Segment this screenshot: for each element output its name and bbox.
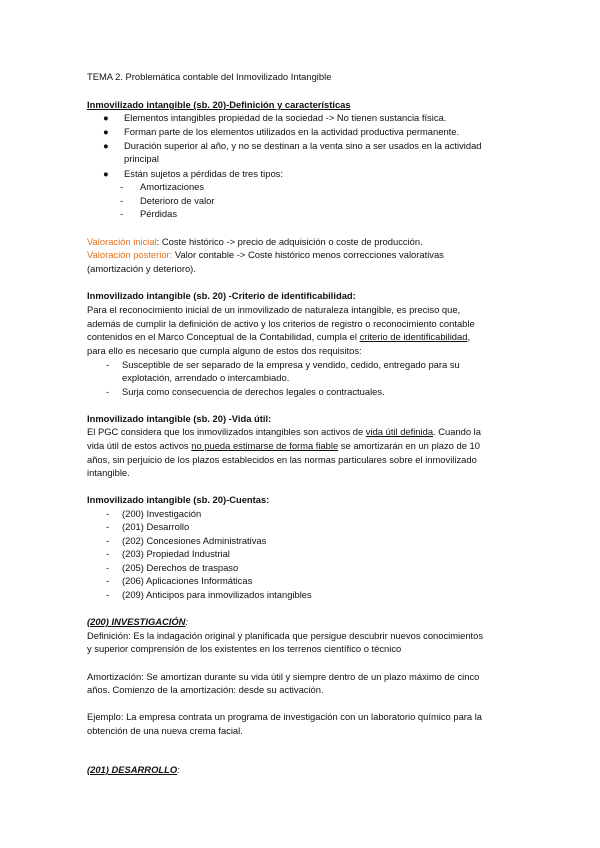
list-item: Susceptible de ser separado de la empresa y vendido, cedido, entregado para su (122, 359, 460, 370)
heading-colon: : (185, 616, 189, 627)
account-item: (201) Desarrollo (122, 521, 190, 532)
section-heading-desarrollo (87, 763, 180, 776)
sub-list-item: Amortizaciones (140, 181, 205, 192)
account-item: (205) Derechos de traspaso (122, 562, 239, 573)
account-item: (202) Concesiones Administrativas (122, 535, 267, 546)
sub-list-item: Deterioro de valor (140, 195, 215, 206)
section-heading-cuentas: Inmovilizado intangible (sb. 20)-Cuentas: (87, 494, 270, 505)
paragraph-text: se amortizarán en un plazo de 10 (338, 440, 480, 451)
dash-marker: - (106, 562, 110, 573)
paragraph-text: , (467, 331, 471, 342)
account-item: (200) Investigación (122, 508, 202, 519)
valoracion-posterior-label: Valoración posterior: (87, 249, 173, 260)
underlined-term: no pueda estimarse de forma fiable (191, 440, 339, 451)
bullet-icon: ● (103, 126, 109, 137)
valoracion-posterior-text: Valor contable -> Coste histórico menos correcciones valorativas (172, 249, 444, 260)
paragraph-line: obtención de una nueva crema facial. (87, 725, 243, 736)
paragraph-text: vida útil de estos activos (87, 440, 192, 451)
list-item-continuation: explotación, arrendado o intercambiado. (122, 372, 290, 383)
paragraph-line: Ejemplo: La empresa contrata un programa de investigación con un laboratorio químico para la (87, 711, 483, 722)
dash-marker: - (106, 535, 110, 546)
dash-marker: - (106, 548, 110, 559)
section-heading-definicion: Inmovilizado intangible (sb. 20)-Definición y características (87, 99, 351, 110)
valoracion-inicial (87, 235, 423, 248)
dash-marker: - (106, 575, 110, 586)
paragraph-line: intangible. (87, 467, 130, 478)
paragraph-line: Definición: Es la indagación original y planificada que persigue descubrir nuevos conocimientos (87, 630, 484, 641)
account-item: (209) Anticipos para inmovilizados intangibles (122, 589, 312, 600)
account-item: (203) Propiedad Industrial (122, 548, 230, 559)
bullet-icon: ● (103, 140, 109, 151)
paragraph-line: y superior comprensión de los existentes en los terrenos científico o técnico (87, 643, 402, 654)
document-title: TEMA 2. Problemática contable del Inmovilizado Intangible (87, 71, 332, 82)
list-item: Están sujetos a pérdidas de tres tipos: (124, 168, 283, 179)
bullet-icon: ● (103, 168, 109, 179)
paragraph-line (87, 330, 470, 343)
dash-marker: - (120, 195, 124, 206)
sub-list-item: Pérdidas (140, 208, 178, 219)
paragraph-line: Para el reconocimiento inicial de un inmovilizado de naturaleza intangible, es preciso que, (87, 304, 461, 315)
heading-colon: : (177, 764, 180, 775)
valoracion-posterior (87, 248, 444, 261)
paragraph-line: para ello es necesario que cumpla alguno de estos dos requisitos: (87, 345, 362, 356)
valoracion-inicial-text: : Coste histórico -> precio de adquisición o coste de producción. (156, 236, 423, 247)
paragraph-line: años, sin perjuicio de los plazos establecidos en las normas particulares sobre el inmovilizado (87, 454, 477, 465)
dash-marker: - (106, 508, 110, 519)
dash-marker: - (106, 359, 110, 370)
section-heading-investigacion (87, 615, 188, 628)
paragraph-line (87, 439, 480, 452)
paragraph-line (87, 425, 481, 438)
list-item: Forman parte de los elementos utilizados en la actividad productiva permanente. (124, 126, 460, 137)
paragraph-line: años. Comienzo de la amortización: desde su activación. (87, 684, 324, 695)
valoracion-posterior-continuation: (amortización y deterioro). (87, 263, 196, 274)
dash-marker: - (120, 208, 124, 219)
list-item-continuation: principal (124, 153, 159, 164)
valoracion-inicial-label: Valoración inicial (87, 236, 157, 247)
dash-marker: - (106, 386, 110, 397)
paragraph-text: contenidos en el Marco Conceptual de la Contabilidad, cumpla el (87, 331, 360, 342)
underlined-term: criterio de identificabilidad (359, 331, 468, 342)
dash-marker: - (106, 521, 110, 532)
list-item: Duración superior al año, y no se destinan a la venta sino a ser usados en la actividad (124, 140, 482, 151)
section-heading-vida-util: Inmovilizado intangible (sb. 20) -Vida útil: (87, 413, 272, 424)
heading-text: (201) DESARROLLO (87, 764, 178, 775)
bullet-icon: ● (103, 112, 109, 123)
list-item: Surja como consecuencia de derechos legales o contractuales. (122, 386, 385, 397)
list-item: Elementos intangibles propiedad de la sociedad -> No tienen sustancia física. (124, 112, 447, 123)
paragraph-line: además de cumplir la definición de activo y los criterios de registro o reconocimiento contable (87, 318, 475, 329)
paragraph-text: . Cuando la (433, 426, 481, 437)
paragraph-text: El PGC considera que los inmovilizados intangibles son activos de (87, 426, 366, 437)
heading-text: (200) INVESTIGACIÓN (87, 616, 186, 627)
section-heading-identificabilidad: Inmovilizado intangible (sb. 20) -Criterio de identificabilidad: (87, 290, 356, 301)
dash-marker: - (106, 589, 110, 600)
account-item: (206) Aplicaciones Informáticas (122, 575, 253, 586)
dash-marker: - (120, 181, 124, 192)
underlined-term: vida útil definida (365, 426, 434, 437)
paragraph-line: Amortización: Se amortizan durante su vida útil y siempre dentro de un plazo máximo de cinco (87, 671, 480, 682)
